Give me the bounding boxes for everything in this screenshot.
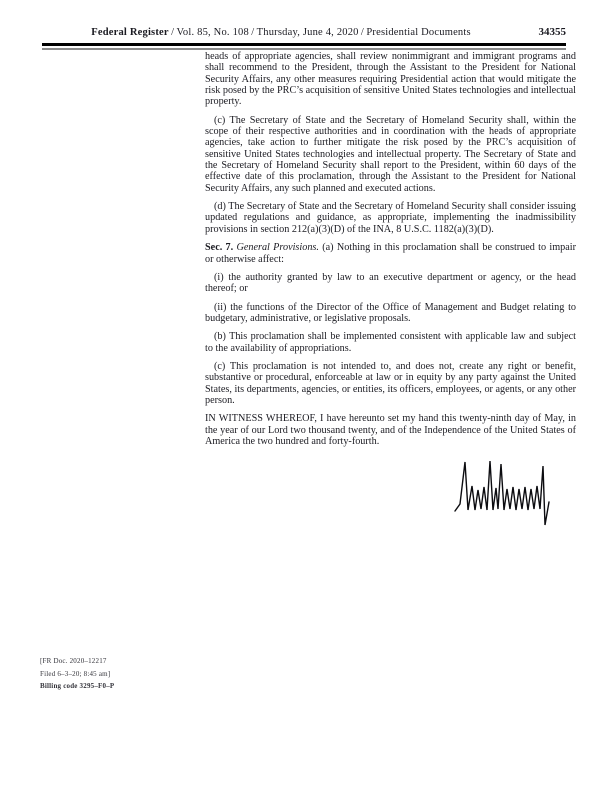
fr-doc-number: [FR Doc. 2020–12217 [40,657,107,665]
section-7-text: (a) Nothing in this proclamation shall be construed to impair or otherwise affect: [205,242,576,265]
body-paragraph-b: (b) This proclamation shall be implemented consistent with applicable law and subject to the availability of appropriations. [205,331,576,354]
section-7-paragraph [205,242,576,265]
section-7-label: Sec. 7. [205,242,234,254]
body-paragraph-c2: (c) This proclamation is not intended to, and does not, create any right or benefit, substantive or procedural, enforceable at law or in equity by any party against the United States, its departments, agencies, or entities, its officers, employees, or agents, or any other person. [205,360,576,406]
document-body [205,51,576,454]
section-7-title: General Provisions. [233,242,323,254]
body-paragraph-c: (c) The Secretary of State and the Secretary of Homeland Security shall, within the scope of their respective authorities and in coordination with the heads of appropriate agencies, take action to further mitigate the risk posed by the PRC’s acquisition of sensitive United States technologies and intellectual property. The Secretary of State and the Secretary of Homeland Security shall report to the President, within 60 days of the effective date of this proclamation, through the Assistant to the President for National Security Affairs, any such planned and executed actions. [205,114,576,194]
witness-paragraph: IN WITNESS WHEREOF, I have hereunto set my hand this twenty-ninth day of May, in the year of our Lord two thousand twenty, and of the Independence of the United States of America the two hundred and forty-fourth. [205,413,576,447]
page-number: 34355 [538,26,566,38]
presidential-signature [453,457,565,531]
body-paragraph-d: (d) The Secretary of State and the Secretary of Homeland Security shall consider issuing updated regulations and guidance, as appropriate, implementing the inadmissibility provisions in section 212(a)(3)(D) of the INA, 8 U.S.C. 1182(a)(3)(D). [205,201,576,235]
body-paragraph-i: (i) the authority granted by law to an executive department or agency, or the head thereof; or [205,271,576,295]
header-brand: Federal Register [91,27,169,38]
billing-code: Billing code 3295–F0–P [40,682,115,690]
page-header [42,26,566,40]
header-double-rule [42,43,566,50]
signature-scribble-icon [453,457,565,531]
rule-thin [42,48,566,50]
header-issue-info: / Vol. 85, No. 108 / Thursday, June 4, 2020 / Presidential Documents [168,27,471,38]
body-paragraph-ii: (ii) the functions of the Director of the Office of Management and Budget relating to budgetary, administrative, or legislative proposals. [205,301,576,324]
body-paragraph-continuation: heads of appropriate agencies, shall review nonimmigrant and immigrant programs and shall recommend to the President, through the Assistant to the President for National Security Affairs, any other measures requiring Presidential action that would mitigate the risk posed by the PRC’s acquisition of sensitive United States technologies and intellectual property. [205,51,576,108]
fr-doc-footer [40,655,114,693]
header-running-title [42,26,520,39]
fr-filed-line: Filed 6–3–20; 8:45 am] [40,669,111,678]
